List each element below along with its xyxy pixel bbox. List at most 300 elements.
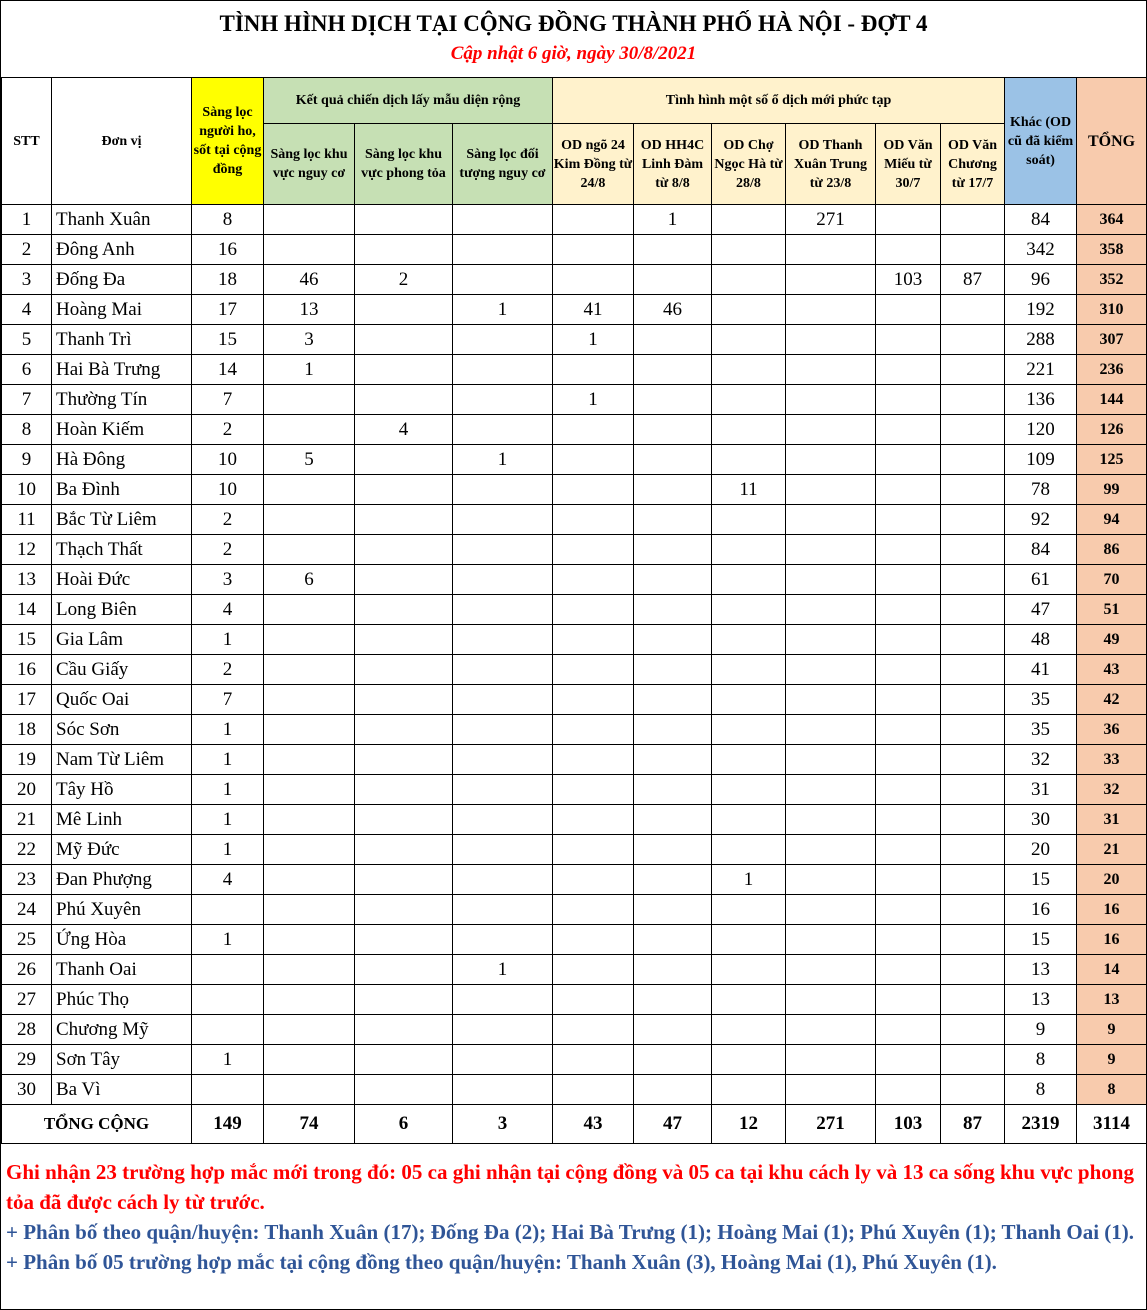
cell-unit: Ba Đình <box>52 475 192 505</box>
cell-screening: 7 <box>192 685 264 715</box>
cell-unit: Sóc Sơn <box>52 715 192 745</box>
cell-unit: Thanh Oai <box>52 955 192 985</box>
cell-screening: 8 <box>192 205 264 235</box>
cell-risk-group <box>453 235 553 265</box>
cell-lockdown-area <box>355 895 453 925</box>
total-cell: 74 <box>264 1105 355 1144</box>
cell-stt: 29 <box>2 1045 52 1075</box>
cell-stt: 17 <box>2 685 52 715</box>
cell-od-van-mieu <box>876 295 941 325</box>
cell-od-thanh-xuan-trung <box>786 745 876 775</box>
cell-od-kim-dong <box>553 925 634 955</box>
cell-od-thanh-xuan-trung <box>786 475 876 505</box>
cell-od-kim-dong <box>553 595 634 625</box>
cell-risk-group <box>453 535 553 565</box>
cell-risk-area <box>264 415 355 445</box>
cell-risk-group <box>453 565 553 595</box>
cell-od-van-mieu <box>876 445 941 475</box>
cell-other: 78 <box>1005 475 1077 505</box>
total-cell: 6 <box>355 1105 453 1144</box>
cell-risk-area <box>264 685 355 715</box>
cell-od-ngoc-ha <box>712 265 786 295</box>
cell-total: 9 <box>1077 1045 1147 1075</box>
cell-stt: 3 <box>2 265 52 295</box>
header-outbreak-linh-dam: OD HH4C Linh Đàm từ 8/8 <box>634 124 712 205</box>
cell-od-linh-dam <box>634 535 712 565</box>
cell-screening: 15 <box>192 325 264 355</box>
cell-screening: 18 <box>192 265 264 295</box>
cell-lockdown-area <box>355 865 453 895</box>
cell-lockdown-area <box>355 685 453 715</box>
header-total: TỔNG <box>1077 78 1147 205</box>
cell-risk-area <box>264 835 355 865</box>
total-cell: 3 <box>453 1105 553 1144</box>
cell-od-van-mieu <box>876 655 941 685</box>
cell-other: 288 <box>1005 325 1077 355</box>
cell-od-thanh-xuan-trung <box>786 1015 876 1045</box>
cell-unit: Ba Vì <box>52 1075 192 1105</box>
cell-risk-group <box>453 1075 553 1105</box>
cell-od-ngoc-ha <box>712 235 786 265</box>
cell-od-linh-dam <box>634 475 712 505</box>
cell-total: 358 <box>1077 235 1147 265</box>
cell-other: 9 <box>1005 1015 1077 1045</box>
cell-total: 307 <box>1077 325 1147 355</box>
cell-risk-area <box>264 595 355 625</box>
total-label: TỔNG CỘNG <box>2 1105 192 1144</box>
cell-stt: 19 <box>2 745 52 775</box>
cell-od-van-chuong <box>941 895 1005 925</box>
cell-od-kim-dong <box>553 685 634 715</box>
cell-od-thanh-xuan-trung <box>786 655 876 685</box>
cell-other: 15 <box>1005 865 1077 895</box>
cell-risk-group <box>453 505 553 535</box>
cell-other: 16 <box>1005 895 1077 925</box>
cell-stt: 1 <box>2 205 52 235</box>
cell-stt: 18 <box>2 715 52 745</box>
cell-unit: Mỹ Đức <box>52 835 192 865</box>
total-cell: 12 <box>712 1105 786 1144</box>
cell-od-van-mieu <box>876 925 941 955</box>
cell-od-linh-dam <box>634 505 712 535</box>
cell-lockdown-area <box>355 805 453 835</box>
cell-od-van-mieu <box>876 835 941 865</box>
cell-stt: 20 <box>2 775 52 805</box>
cell-stt: 12 <box>2 535 52 565</box>
cell-od-ngoc-ha <box>712 325 786 355</box>
cell-total: 14 <box>1077 955 1147 985</box>
cell-lockdown-area: 2 <box>355 265 453 295</box>
cell-od-linh-dam <box>634 265 712 295</box>
cell-risk-group: 1 <box>453 295 553 325</box>
cell-risk-area <box>264 775 355 805</box>
cell-od-linh-dam <box>634 655 712 685</box>
cell-od-van-mieu <box>876 745 941 775</box>
cell-od-thanh-xuan-trung <box>786 685 876 715</box>
cell-screening: 4 <box>192 595 264 625</box>
cell-stt: 24 <box>2 895 52 925</box>
cell-od-thanh-xuan-trung <box>786 535 876 565</box>
table-row <box>2 355 1147 385</box>
cell-od-linh-dam <box>634 1045 712 1075</box>
cell-od-kim-dong <box>553 505 634 535</box>
cell-stt: 15 <box>2 625 52 655</box>
cell-unit: Nam Từ Liêm <box>52 745 192 775</box>
cell-od-linh-dam <box>634 1015 712 1045</box>
cell-od-kim-dong <box>553 205 634 235</box>
cell-od-van-chuong <box>941 1075 1005 1105</box>
cell-lockdown-area <box>355 475 453 505</box>
cell-od-ngoc-ha <box>712 595 786 625</box>
cell-other: 8 <box>1005 1075 1077 1105</box>
table-row <box>2 655 1147 685</box>
cell-lockdown-area <box>355 985 453 1015</box>
cell-lockdown-area <box>355 715 453 745</box>
cell-other: 221 <box>1005 355 1077 385</box>
cell-od-ngoc-ha <box>712 535 786 565</box>
cell-stt: 21 <box>2 805 52 835</box>
header-campaign-risk-group: Sàng lọc đối tượng nguy cơ <box>453 124 553 205</box>
cell-stt: 6 <box>2 355 52 385</box>
cell-od-van-chuong <box>941 295 1005 325</box>
note-community-distribution: + Phân bố 05 trường hợp mắc tại cộng đồng theo quận/huyện: Thanh Xuân (3), Hoàng Mai (1), Phú Xuyên (1). <box>6 1250 997 1274</box>
cell-od-van-mieu <box>876 505 941 535</box>
cell-screening: 1 <box>192 715 264 745</box>
cell-screening: 4 <box>192 865 264 895</box>
cell-od-van-mieu <box>876 685 941 715</box>
cell-od-linh-dam <box>634 715 712 745</box>
cell-risk-group <box>453 625 553 655</box>
cell-stt: 27 <box>2 985 52 1015</box>
total-cell: 2319 <box>1005 1105 1077 1144</box>
cell-other: 61 <box>1005 565 1077 595</box>
table-row <box>2 955 1147 985</box>
cell-screening <box>192 985 264 1015</box>
cell-od-thanh-xuan-trung <box>786 265 876 295</box>
cell-stt: 30 <box>2 1075 52 1105</box>
cell-lockdown-area <box>355 1075 453 1105</box>
cell-lockdown-area <box>355 625 453 655</box>
header-stt: STT <box>2 78 52 205</box>
cell-unit: Sơn Tây <box>52 1045 192 1075</box>
cell-unit: Bắc Từ Liêm <box>52 505 192 535</box>
note-summary: Ghi nhận 23 trường hợp mắc mới trong đó: 05 ca ghi nhận tại cộng đồng và 05 ca tại khu cách ly và 13 ca sống khu vực phong tỏa đã được cách ly từ trước. <box>6 1160 1134 1214</box>
cell-od-van-mieu <box>876 625 941 655</box>
cell-od-van-chuong <box>941 565 1005 595</box>
cell-unit: Đan Phượng <box>52 865 192 895</box>
cell-od-van-mieu <box>876 595 941 625</box>
cell-risk-group <box>453 355 553 385</box>
cell-od-van-chuong <box>941 835 1005 865</box>
cell-od-van-chuong <box>941 235 1005 265</box>
cell-od-van-chuong <box>941 1045 1005 1075</box>
cell-total: 8 <box>1077 1075 1147 1105</box>
total-cell: 3114 <box>1077 1105 1147 1144</box>
cell-other: 31 <box>1005 775 1077 805</box>
cell-screening: 2 <box>192 505 264 535</box>
cell-stt: 13 <box>2 565 52 595</box>
cell-od-linh-dam <box>634 985 712 1015</box>
table-row <box>2 295 1147 325</box>
cell-od-van-chuong <box>941 865 1005 895</box>
cell-other: 48 <box>1005 625 1077 655</box>
cell-lockdown-area <box>355 385 453 415</box>
cell-od-kim-dong <box>553 475 634 505</box>
cell-od-van-chuong <box>941 775 1005 805</box>
table-row <box>2 625 1147 655</box>
cell-od-thanh-xuan-trung <box>786 235 876 265</box>
total-cell: 149 <box>192 1105 264 1144</box>
notes <box>6 1157 1136 1277</box>
cell-stt: 26 <box>2 955 52 985</box>
cell-risk-area <box>264 235 355 265</box>
table-row <box>2 1075 1147 1105</box>
cell-risk-area <box>264 865 355 895</box>
cell-lockdown-area <box>355 595 453 625</box>
cell-lockdown-area: 4 <box>355 415 453 445</box>
cell-od-thanh-xuan-trung <box>786 715 876 745</box>
cell-total: 364 <box>1077 205 1147 235</box>
cell-od-kim-dong <box>553 775 634 805</box>
cell-risk-area <box>264 1045 355 1075</box>
table-row <box>2 745 1147 775</box>
cell-unit: Đông Anh <box>52 235 192 265</box>
cell-other: 41 <box>1005 655 1077 685</box>
cell-od-van-mieu <box>876 325 941 355</box>
cell-od-linh-dam <box>634 355 712 385</box>
table-row <box>2 865 1147 895</box>
cell-lockdown-area <box>355 355 453 385</box>
cell-od-ngoc-ha <box>712 805 786 835</box>
epidemic-table <box>1 77 1147 1144</box>
cell-stt: 22 <box>2 835 52 865</box>
cell-risk-group <box>453 475 553 505</box>
cell-od-kim-dong <box>553 445 634 475</box>
cell-risk-area <box>264 205 355 235</box>
cell-risk-area: 3 <box>264 325 355 355</box>
cell-risk-area: 5 <box>264 445 355 475</box>
cell-od-ngoc-ha <box>712 415 786 445</box>
cell-screening: 1 <box>192 805 264 835</box>
table-row <box>2 835 1147 865</box>
cell-other: 120 <box>1005 415 1077 445</box>
cell-other: 47 <box>1005 595 1077 625</box>
cell-stt: 5 <box>2 325 52 355</box>
cell-od-thanh-xuan-trung <box>786 625 876 655</box>
cell-risk-area: 46 <box>264 265 355 295</box>
cell-other: 30 <box>1005 805 1077 835</box>
cell-od-van-mieu <box>876 955 941 985</box>
cell-od-kim-dong <box>553 235 634 265</box>
total-cell: 87 <box>941 1105 1005 1144</box>
cell-unit: Hoàn Kiếm <box>52 415 192 445</box>
cell-lockdown-area <box>355 505 453 535</box>
cell-risk-area <box>264 985 355 1015</box>
cell-screening: 1 <box>192 745 264 775</box>
cell-screening: 2 <box>192 655 264 685</box>
cell-lockdown-area <box>355 445 453 475</box>
cell-od-van-chuong <box>941 445 1005 475</box>
table-row <box>2 325 1147 355</box>
cell-od-ngoc-ha <box>712 685 786 715</box>
cell-screening <box>192 895 264 925</box>
cell-unit: Ứng Hòa <box>52 925 192 955</box>
cell-screening: 16 <box>192 235 264 265</box>
cell-total: 42 <box>1077 685 1147 715</box>
cell-total: 125 <box>1077 445 1147 475</box>
cell-od-ngoc-ha <box>712 295 786 325</box>
cell-total: 43 <box>1077 655 1147 685</box>
cell-od-van-mieu <box>876 235 941 265</box>
cell-stt: 10 <box>2 475 52 505</box>
cell-stt: 25 <box>2 925 52 955</box>
cell-od-ngoc-ha <box>712 955 786 985</box>
cell-unit: Thường Tín <box>52 385 192 415</box>
header-campaign-lockdown-area: Sàng lọc khu vực phong tỏa <box>355 124 453 205</box>
cell-unit: Hà Đông <box>52 445 192 475</box>
total-cell: 47 <box>634 1105 712 1144</box>
cell-od-van-chuong <box>941 325 1005 355</box>
cell-od-thanh-xuan-trung <box>786 565 876 595</box>
cell-unit: Phúc Thọ <box>52 985 192 1015</box>
cell-screening: 1 <box>192 775 264 805</box>
cell-screening: 17 <box>192 295 264 325</box>
cell-od-linh-dam <box>634 805 712 835</box>
table-row <box>2 895 1147 925</box>
cell-risk-group <box>453 385 553 415</box>
cell-od-ngoc-ha <box>712 1075 786 1105</box>
cell-od-linh-dam <box>634 565 712 595</box>
cell-total: 21 <box>1077 835 1147 865</box>
cell-other: 192 <box>1005 295 1077 325</box>
cell-other: 92 <box>1005 505 1077 535</box>
cell-od-thanh-xuan-trung <box>786 985 876 1015</box>
cell-od-linh-dam <box>634 445 712 475</box>
table-row <box>2 715 1147 745</box>
header-outbreak-van-mieu: OD Văn Miếu từ 30/7 <box>876 124 941 205</box>
cell-od-van-chuong <box>941 655 1005 685</box>
cell-screening: 14 <box>192 355 264 385</box>
cell-unit: Cầu Giấy <box>52 655 192 685</box>
cell-od-van-chuong <box>941 745 1005 775</box>
cell-risk-area: 13 <box>264 295 355 325</box>
page-subtitle: Cập nhật 6 giờ, ngày 30/8/2021 <box>450 43 697 64</box>
cell-total: 94 <box>1077 505 1147 535</box>
cell-risk-group <box>453 655 553 685</box>
cell-od-van-chuong <box>941 925 1005 955</box>
cell-od-thanh-xuan-trung <box>786 865 876 895</box>
cell-risk-area <box>264 655 355 685</box>
cell-stt: 4 <box>2 295 52 325</box>
cell-risk-area <box>264 475 355 505</box>
cell-unit: Long Biên <box>52 595 192 625</box>
cell-screening: 2 <box>192 535 264 565</box>
cell-od-van-chuong <box>941 955 1005 985</box>
cell-od-thanh-xuan-trung <box>786 925 876 955</box>
cell-od-kim-dong <box>553 955 634 985</box>
cell-od-van-mieu <box>876 1045 941 1075</box>
cell-od-thanh-xuan-trung <box>786 955 876 985</box>
cell-other: 109 <box>1005 445 1077 475</box>
cell-od-linh-dam <box>634 415 712 445</box>
cell-unit: Chương Mỹ <box>52 1015 192 1045</box>
cell-od-van-mieu <box>876 565 941 595</box>
cell-screening: 1 <box>192 835 264 865</box>
cell-od-kim-dong <box>553 415 634 445</box>
cell-stt: 28 <box>2 1015 52 1045</box>
table-row <box>2 385 1147 415</box>
cell-total: 236 <box>1077 355 1147 385</box>
cell-od-ngoc-ha <box>712 445 786 475</box>
page-title: TÌNH HÌNH DỊCH TẠI CỘNG ĐỒNG THÀNH PHỐ HÀ NỘI - ĐỢT 4 <box>219 11 928 36</box>
cell-screening <box>192 955 264 985</box>
cell-od-ngoc-ha <box>712 1045 786 1075</box>
cell-od-thanh-xuan-trung <box>786 1045 876 1075</box>
cell-total: 99 <box>1077 475 1147 505</box>
header-campaign-risk-area: Sàng lọc khu vực nguy cơ <box>264 124 355 205</box>
cell-od-kim-dong: 41 <box>553 295 634 325</box>
cell-other: 84 <box>1005 205 1077 235</box>
cell-risk-area <box>264 805 355 835</box>
cell-od-linh-dam <box>634 925 712 955</box>
cell-total: 51 <box>1077 595 1147 625</box>
cell-risk-group: 1 <box>453 445 553 475</box>
cell-od-ngoc-ha <box>712 625 786 655</box>
cell-od-linh-dam <box>634 595 712 625</box>
cell-od-van-chuong <box>941 205 1005 235</box>
cell-od-van-chuong <box>941 385 1005 415</box>
cell-od-ngoc-ha <box>712 655 786 685</box>
cell-od-ngoc-ha <box>712 385 786 415</box>
cell-lockdown-area <box>355 565 453 595</box>
cell-od-ngoc-ha <box>712 1015 786 1045</box>
cell-od-van-mieu <box>876 415 941 445</box>
cell-lockdown-area <box>355 835 453 865</box>
cell-risk-area <box>264 1015 355 1045</box>
cell-od-van-mieu <box>876 205 941 235</box>
cell-od-thanh-xuan-trung <box>786 445 876 475</box>
cell-stt: 7 <box>2 385 52 415</box>
cell-risk-area <box>264 925 355 955</box>
cell-od-linh-dam <box>634 775 712 805</box>
cell-risk-group <box>453 805 553 835</box>
cell-od-van-chuong <box>941 985 1005 1015</box>
cell-risk-area <box>264 895 355 925</box>
cell-risk-group <box>453 745 553 775</box>
cell-od-kim-dong <box>553 655 634 685</box>
cell-od-ngoc-ha <box>712 205 786 235</box>
cell-od-kim-dong <box>553 625 634 655</box>
cell-screening: 1 <box>192 625 264 655</box>
cell-od-linh-dam <box>634 625 712 655</box>
table-body <box>2 205 1147 1144</box>
cell-lockdown-area <box>355 1045 453 1075</box>
cell-stt: 9 <box>2 445 52 475</box>
cell-other: 13 <box>1005 985 1077 1015</box>
cell-total: 86 <box>1077 535 1147 565</box>
cell-od-kim-dong <box>553 1075 634 1105</box>
cell-risk-group <box>453 865 553 895</box>
cell-od-van-chuong: 87 <box>941 265 1005 295</box>
cell-od-van-mieu <box>876 355 941 385</box>
cell-od-van-chuong <box>941 1015 1005 1045</box>
cell-total: 33 <box>1077 745 1147 775</box>
cell-od-van-mieu <box>876 715 941 745</box>
cell-od-van-mieu <box>876 475 941 505</box>
cell-od-linh-dam: 1 <box>634 205 712 235</box>
table-row <box>2 535 1147 565</box>
cell-od-thanh-xuan-trung <box>786 295 876 325</box>
